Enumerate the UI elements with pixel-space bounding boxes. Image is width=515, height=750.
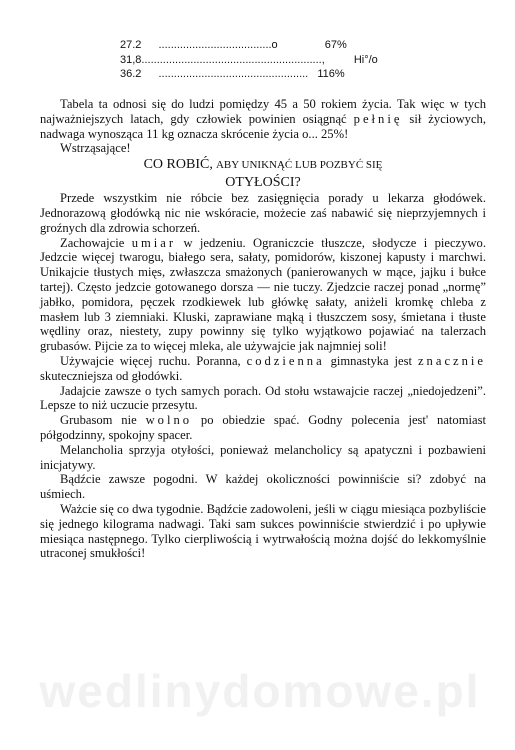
paragraph: Przede wszystkim nie róbcie bez zasięgnięcia porady u lekarza głodówek. Jednorazową głodówką nic nie wskóracie, możecie zaś nabawić się nieprzyjemnych i groźnych dla zdrowia schorzeń.	[40, 191, 486, 235]
paragraph: Wstrząsające!	[60, 141, 131, 156]
row-3-value: 36.2	[120, 68, 142, 80]
heading-part: ABY UNIKNĄĆ LUB POZBYĆ SIĘ	[215, 159, 383, 172]
paragraph	[40, 97, 486, 141]
table-row	[120, 53, 390, 68]
heading-part: CO ROBIĆ,	[143, 157, 213, 173]
paragraph-text: Używajcie więcej ruchu. Poranna,	[60, 353, 241, 368]
spaced-word: wolno	[145, 413, 193, 428]
paragraph: Bądźcie zawsze pogodni. W każdej okoliczności powinniście si? zdobyć na uśmiech.	[40, 472, 486, 502]
spaced-word: pełnię	[353, 111, 403, 126]
row-1-value: 27.2	[120, 39, 142, 51]
row-1-percent: 67%	[324, 39, 347, 51]
row-2-percent: Hi°/o	[353, 53, 378, 66]
row-1-dots: .....................................o	[158, 39, 278, 51]
row-2-text: 31,8...........................................................,	[120, 53, 325, 66]
paragraph: Melancholia sprzyja otyłości, ponieważ melancholicy są apatyczni i pozbawieni inicjatywy.	[40, 442, 486, 472]
row-3-percent: 116%	[317, 68, 345, 80]
paragraph-text: gimnastyka jest	[330, 353, 413, 368]
paragraph	[40, 354, 486, 384]
weight-table	[120, 38, 390, 82]
table-row	[120, 38, 390, 53]
paragraph-text: Zachowajcie	[60, 235, 125, 250]
paragraph-text: skuteczniejsza od głodówki.	[40, 368, 183, 383]
article-body	[40, 97, 486, 561]
paragraph: Jadajcie zawsze o tych samych porach. Od stołu wstawajcie raczej „niedojedzeni”. Lepsze to niż uczucie przesytu.	[40, 383, 486, 413]
table-row	[120, 67, 390, 82]
paragraph	[40, 413, 486, 443]
spaced-word: codzienna	[246, 353, 325, 368]
paragraph-text: w jedzeniu. Ograniczcie tłuszcze, słodycze i pieczywo. Jedzcie więcej twarogu, białego sera, sałaty, pomidorów, kiszonej kapusty i marchwi. Unikajcie tłustych mięs, zwłaszcza smażonych (panierowanych w mące, jajku i bułce tartej). Często jedzcie gotowanego dorsza — nie tuczy. Zjedzcie raczej ponad „normę” jabłko, pomidora, pęczek rzodkiewek lub główkę sałaty, aniżeli kromkę chleba z masłem lub 3 ziemniaki. Kluski, zaprawiane mąką i tłuszczem sosy, śmietana i tłuste wędliny oraz, niestety, zupy powinny się tylko wyjątkowo pojawiać na talerzach grubasów. Pijcie za to więcej mleka, ale używajcie jak najmniej soli!	[40, 235, 486, 354]
heading-part: OTYŁOŚCI?	[225, 175, 301, 191]
paragraph-text: Tabela ta odnosi się do ludzi pomiędzy 45 a 50 rokiem życia. Tak więc w tych najważniejszych latach, gdy człowiek powinien osiągnąć	[40, 97, 486, 126]
row-3-dots: .................................................	[158, 68, 309, 80]
paragraph: Ważcie się co dwa tygodnie. Bądźcie zadowoleni, jeśli w ciągu miesiąca pozbyliście się jednego kilograma nadwagi. Taki sam sukces powinniście stwierdzić i po upływie miesiąca następnego. Tylko cierpliwością i wytrwałością można dojść do lekkomyślnie utraconej smukłości!	[40, 501, 486, 561]
section-heading	[40, 156, 486, 191]
paragraph-text: Grubasom nie	[60, 413, 137, 428]
spaced-word: znacznie	[417, 353, 487, 368]
watermark-logo: wedlinydomowe.pl	[39, 665, 481, 717]
paragraph-text: po obiedzie spać. Godny polecenia jest' natomiast półgodzinny, spokojny spacer.	[40, 413, 487, 442]
paragraph-text: sił życiowych, nadwaga wynosząca 11 kg oznacza skrócenie życia o... 25%!	[40, 111, 487, 141]
paragraph	[40, 236, 486, 354]
spaced-word: umiar	[131, 235, 177, 250]
